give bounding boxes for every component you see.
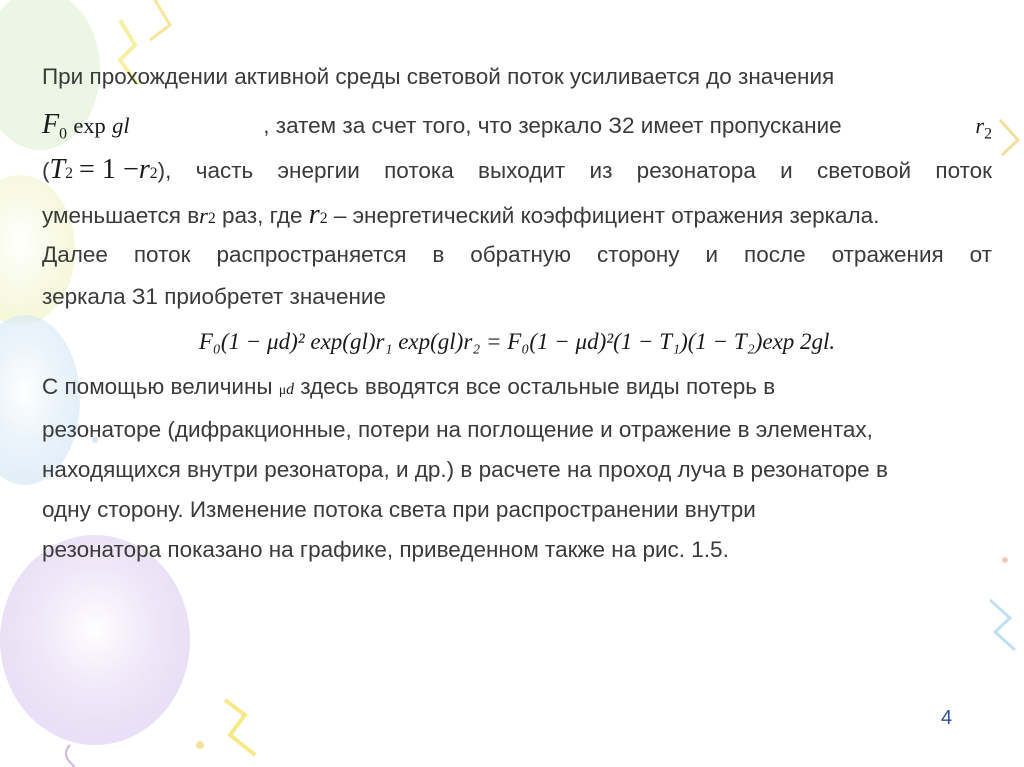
streamer-top: [150, 0, 170, 40]
formula-sub: 0: [59, 125, 68, 143]
text: (: [42, 158, 50, 183]
formula-F: F: [42, 109, 60, 140]
formula-main: F₀(1 − μd)² exp(gl)r₁ exp(gl)r₂ = F₀(1 − μd)²(1 − T₁)(1 − T₂)exp 2gl.: [198, 329, 836, 354]
formula-sub: d: [286, 381, 294, 398]
formula-sub: 2: [149, 165, 158, 182]
formula-r: r: [138, 154, 150, 185]
balloon-string: [66, 745, 75, 767]
formula-sub: 2: [207, 210, 216, 227]
confetti: [1002, 557, 1008, 563]
formula-gl: gl: [112, 113, 130, 138]
formula-sub: 2: [984, 125, 992, 143]
formula-sub: 2: [65, 165, 74, 182]
text: – энергетический коэффициент отражения зеркала.: [327, 203, 880, 228]
text: ), часть энергии потока выходит из резонатора и световой поток: [157, 158, 992, 183]
formula-mu: μ: [278, 382, 287, 397]
text: уменьшается в: [42, 203, 200, 228]
streamer-right-2: [990, 600, 1015, 650]
formula-eq: = 1 −: [79, 154, 139, 185]
formula-r: r: [975, 113, 985, 138]
balloon-purple: [0, 535, 190, 745]
text: Далее поток распространяется в обратную сторону и после отражения от: [42, 242, 992, 267]
text: , затем за счет того, что зеркало З2 имеет пропускание: [263, 113, 842, 138]
formula-r: r: [308, 199, 320, 230]
streamer-right-1: [1000, 120, 1018, 155]
formula-exp: exp: [73, 113, 106, 138]
formula-r: r: [199, 203, 208, 228]
text: зеркала З1 приобретет значение: [42, 284, 387, 309]
text: резонаторе (дифракционные, потери на поглощение и отражение в элементах,: [42, 417, 873, 442]
formula-T: T: [49, 154, 66, 185]
text: резонатора показано на графике, приведенном также на рис. 1.5.: [42, 537, 729, 562]
page-number: 4: [941, 707, 953, 729]
text: С помощью величины: [42, 374, 279, 399]
formula-sub: 2: [319, 210, 328, 227]
confetti: [196, 741, 204, 749]
text: раз, где: [215, 203, 309, 228]
text: одну сторону. Изменение потока света при распространении внутри: [42, 497, 756, 522]
text: При прохождении активной среды световой поток усиливается до значения: [42, 64, 835, 89]
text: находящихся внутри резонатора, и др.) в расчете на проход луча в резонаторе в: [42, 457, 888, 482]
text: здесь вводятся все остальные виды потерь в: [293, 374, 776, 399]
streamer-bottom: [225, 700, 255, 755]
